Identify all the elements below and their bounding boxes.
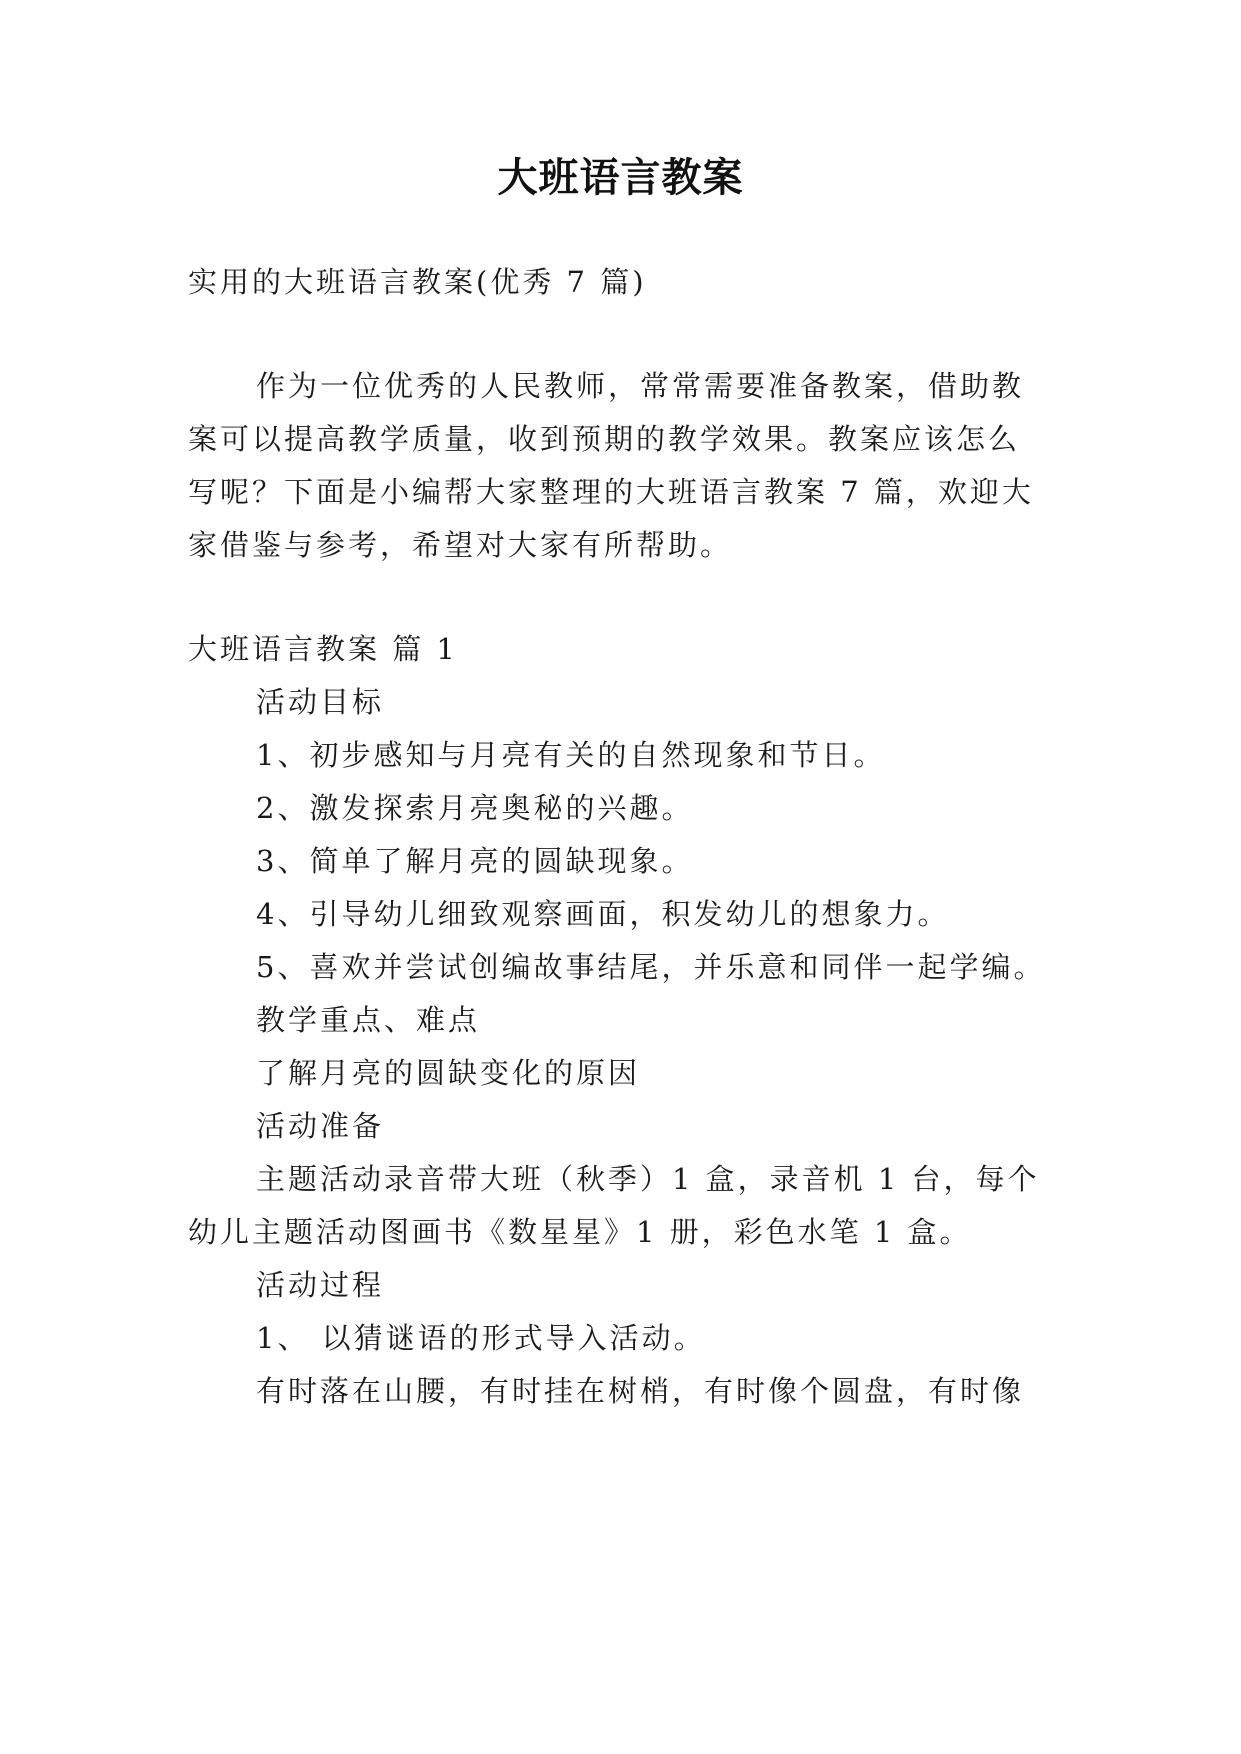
prep-line: 幼儿主题活动图画书《数星星》1 册，彩色水笔 1 盒。: [188, 1215, 972, 1249]
intro-paragraph-line: 案可以提高教学质量，收到预期的教学效果。教案应该怎么: [188, 422, 1021, 456]
goal-item: 4、引导幼儿细致观察画面，积发幼儿的想象力。: [256, 897, 950, 931]
goals-heading: 活动目标: [256, 685, 385, 719]
goal-item: 3、简单了解月亮的圆缺现象。: [256, 844, 694, 878]
prep-line: 主题活动录音带大班（秋季）1 盒，录音机 1 台，每个: [256, 1162, 1040, 1196]
focus-text: 了解月亮的圆缺变化的原因: [256, 1056, 641, 1090]
intro-paragraph-line: 写呢？下面是小编帮大家整理的大班语言教案 7 篇，欢迎大: [188, 475, 1034, 509]
goal-item: 5、喜欢并尝试创编故事结尾，并乐意和同伴一起学编。: [256, 950, 1046, 984]
goal-item: 1、初步感知与月亮有关的自然现象和节日。: [256, 738, 886, 772]
riddle-line: 有时落在山腰，有时挂在树梢，有时像个圆盘，有时像: [256, 1374, 1025, 1408]
page-title: 大班语言教案: [497, 155, 744, 201]
process-step: 1、 以猜谜语的形式导入活动。: [256, 1321, 706, 1355]
document-subtitle: 实用的大班语言教案(优秀 7 篇): [188, 265, 647, 299]
section-heading: 大班语言教案 篇 1: [188, 632, 458, 666]
prep-heading: 活动准备: [256, 1109, 385, 1143]
focus-heading: 教学重点、难点: [256, 1003, 481, 1037]
process-heading: 活动过程: [256, 1268, 385, 1302]
goal-item: 2、激发探索月亮奥秘的兴趣。: [256, 791, 694, 825]
intro-paragraph-line: 作为一位优秀的人民教师，常常需要准备教案，借助教: [256, 369, 1025, 403]
intro-paragraph-line: 家借鉴与参考，希望对大家有所帮助。: [188, 528, 733, 562]
